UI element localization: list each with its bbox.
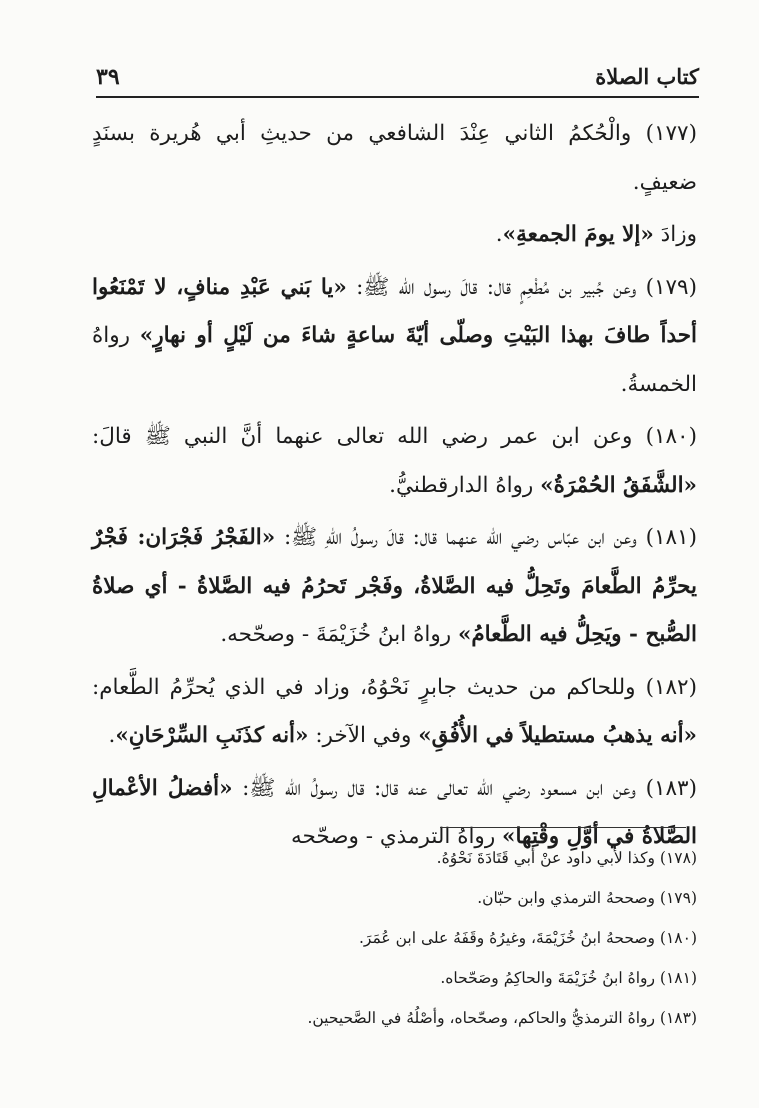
hadith-number: (١٧٧) [645, 121, 697, 146]
paragraph-text: وعن ابن عبّاس رضي الله عنهما قال: قالَ رسولُ اللهِ ﷺ: [275, 525, 646, 550]
paragraph-text: وزادَ [653, 222, 697, 247]
paragraph-text: وعن ابن عمر رضي الله تعالى عنهما أنَّ النبي ﷺ قالَ: [92, 424, 646, 449]
page-number: ٣٩ [96, 64, 120, 90]
hadith-number: (١٨٠) [645, 424, 697, 449]
footnote: (١٨١) رواهُ ابنُ خُزَيْمَةَ والحاكِمُ وصَحّحاه. [440, 969, 697, 987]
paragraph-tail: رواهُ الدارقطنيُّ. [389, 472, 541, 498]
paragraph-tail: . [495, 222, 503, 247]
footnote: (١٨٠) وصححهُ ابنُ خُزَيْمَةَ، وغيرُهُ وقَفَهُ على ابن عُمَرَ. [358, 929, 697, 947]
hadith-quote: «الفَجْرُ فَجْرَان: فَجْرٌ يحرِّمُ الطَّعامَ وتَحِلُّ فيه الصَّلاةُ، وفَجْر تَحرُمُ فيه الصَّلاةُ - أي صلاةُ الصُّبح - ويَحِلُّ فيه الطَّعامُ» [92, 525, 697, 647]
page-header [96, 58, 699, 98]
hadith-quote: «أفضلُ الأعْمالِ الصَّلاةُ في أوَّلِ وقْتِها» [92, 775, 697, 849]
paragraph-tail: رواهُ الترمذي - وصحّحه [291, 824, 503, 849]
main-text [92, 110, 697, 866]
footnote: (١٧٩) وصححهُ الترمذي وابن حبّان. [477, 889, 697, 907]
hadith-number: (١٧٩) [645, 274, 697, 300]
footnote-divider [440, 827, 686, 828]
paragraph-addition [92, 211, 697, 260]
hadith-quote: «يا بَني عَبْدِ منافٍ، لا تَمْنَعُوا أحداً طافَ بهذا البَيْتِ وصلّى أيّةَ ساعةٍ شاءَ من لَيْلٍ أو نهارٍ» [92, 274, 698, 348]
hadith-quote: «أنه كذَنَبِ السِّرْحَانِ» [115, 723, 309, 748]
hadith-number: (١٨١) [645, 525, 697, 550]
paragraph-tail: . [108, 723, 116, 748]
paragraph-tail: رواهُ الخمسةُ. [92, 323, 697, 397]
hadith-quote: «الشَّفَقُ الحُمْرَةُ» [540, 472, 697, 498]
paragraph-text: وفي الآخر: [308, 723, 419, 748]
footnote: (١٨٣) رواهُ الترمذيُّ والحاكم، وصحّحاه، وأصْلُهُ في الصَّحيحين. [307, 1009, 697, 1027]
hadith-number: (١٨٣) [645, 775, 697, 801]
footnote: (١٧٨) وكذا لأبي داود عنْ أبي قَتَادَةَ نَحْوُهُ. [436, 849, 697, 867]
paragraph-text: وعن جُبير بن مُطْعِمٍ قال: قالَ رسول الله ﷺ: [346, 274, 646, 300]
paragraph-180 [92, 413, 697, 510]
paragraph-182 [92, 664, 697, 761]
paragraph-179 [92, 264, 697, 410]
paragraph-text: وعن ابن مسعود رضي الله تعالى عنه قال: قال رسولُ الله ﷺ: [232, 775, 646, 801]
hadith-number: (١٨٢) [645, 674, 697, 700]
paragraph-181 [92, 514, 697, 660]
footnotes [92, 838, 697, 1038]
paragraph-text: والْحُكمُ الثاني عِنْدَ الشافعي من حديثِ أبي هُريرة بسنَدٍ ضعيفٍ. [92, 121, 697, 195]
paragraph-text: وللحاكم من حديث جابرٍ نَحْوُهُ، وزاد في الذي يُحرِّمُ الطَّعام: [92, 674, 646, 700]
book-title: كتاب الصلاة [595, 64, 699, 89]
hadith-quote: «إلا يومَ الجمعةِ» [502, 222, 654, 247]
paragraph-177 [92, 110, 697, 207]
hadith-quote: «أنه يذهبُ مستطيلاً في الأُفُقِ» [418, 723, 697, 748]
paragraph-tail: رواهُ ابنُ خُزَيْمَةَ - وصحّحه. [220, 622, 458, 647]
